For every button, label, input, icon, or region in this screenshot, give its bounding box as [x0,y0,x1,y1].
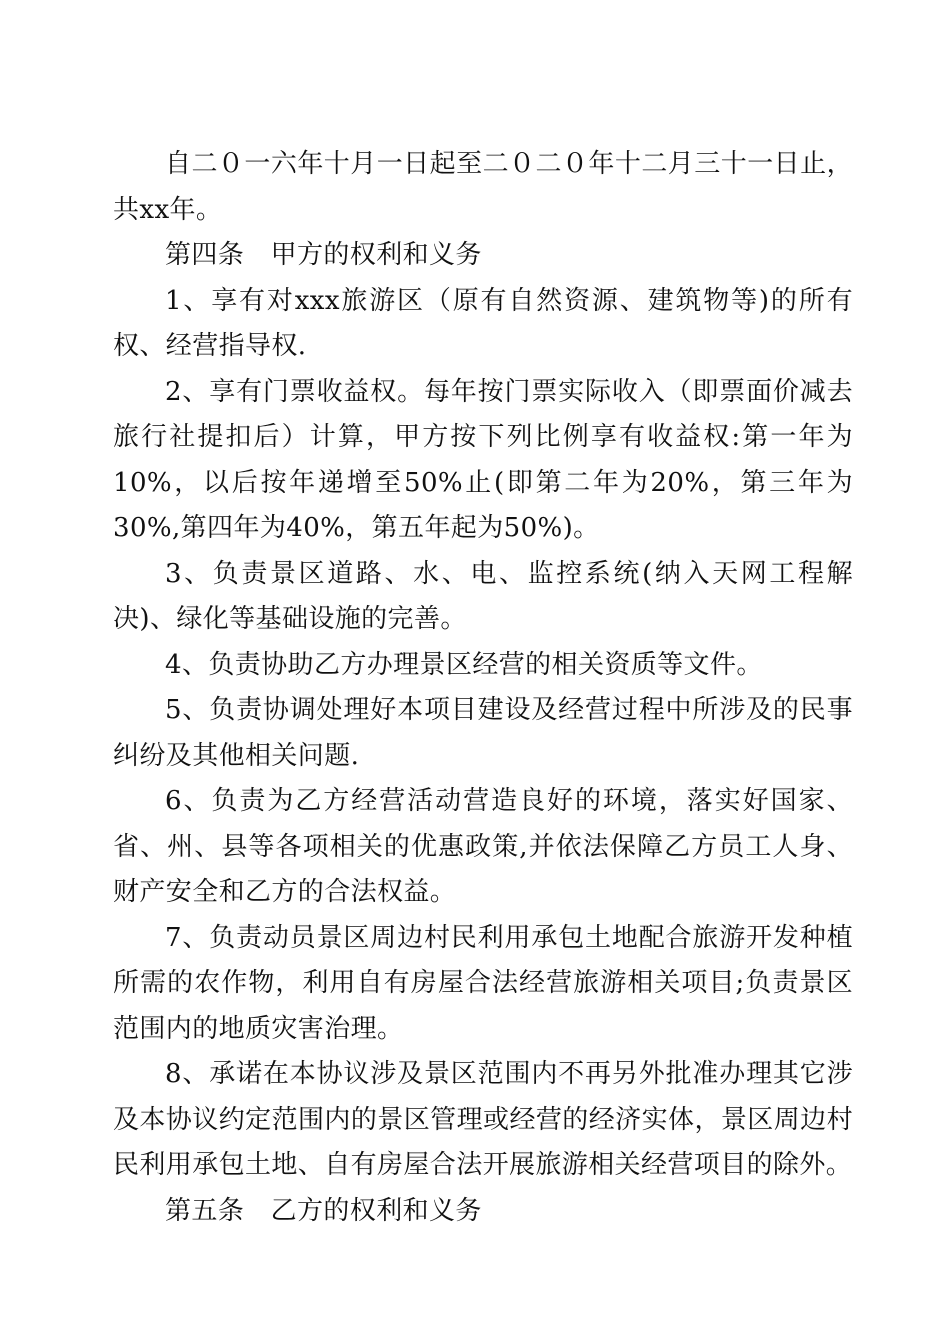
paragraph-clause-1: 1、享有对xxx旅游区（原有自然资源、建筑物等)的所有权、经营指导权. [113,285,853,361]
paragraph-term-period: 自二０一六年十月一日起至二０二０年十二月三十一日止，共xx年。 [113,149,853,225]
paragraph-clause-2: 2、享有门票收益权。每年按门票实际收入（即票面价减去旅行社提扣后）计算，甲方按下列比例享有收益权:第一年为10%，以后按年递增至50%止(即第二年为20%，第三年为30%,第四年为40%，第五年起为50%)。 [113,376,853,543]
paragraph-clause-4: 4、负责协助乙方办理景区经营的相关资质等文件。 [165,649,763,680]
heading-article-4: 第四条 甲方的权利和义务 [165,240,482,270]
paragraph-clause-7: 7、负责动员景区周边村民利用承包土地配合旅游开发种植所需的农作物，利用自有房屋合法经营旅游相关项目;负责景区范围内的地质灾害治理。 [113,922,853,1044]
paragraph-clause-3: 3、负责景区道路、水、电、监控系统(纳入天网工程解决)、绿化等基础设施的完善。 [113,558,853,634]
paragraph-clause-6: 6、负责为乙方经营活动营造良好的环境，落实好国家、省、州、县等各项相关的优惠政策,并依法保障乙方员工人身、财产安全和乙方的合法权益。 [113,786,853,907]
heading-article-5: 第五条 乙方的权利和义务 [165,1195,482,1226]
document-page [113,142,853,1234]
paragraph-clause-8: 8、承诺在本协议涉及景区范围内不再另外批准办理其它涉及本协议约定范围内的景区管理或经营的经济实体，景区周边村民利用承包土地、自有房屋合法开展旅游相关经营项目的除外。 [113,1059,853,1180]
paragraph-clause-5: 5、负责协调处理好本项目建设及经营过程中所涉及的民事纠纷及其他相关问题. [113,695,853,771]
